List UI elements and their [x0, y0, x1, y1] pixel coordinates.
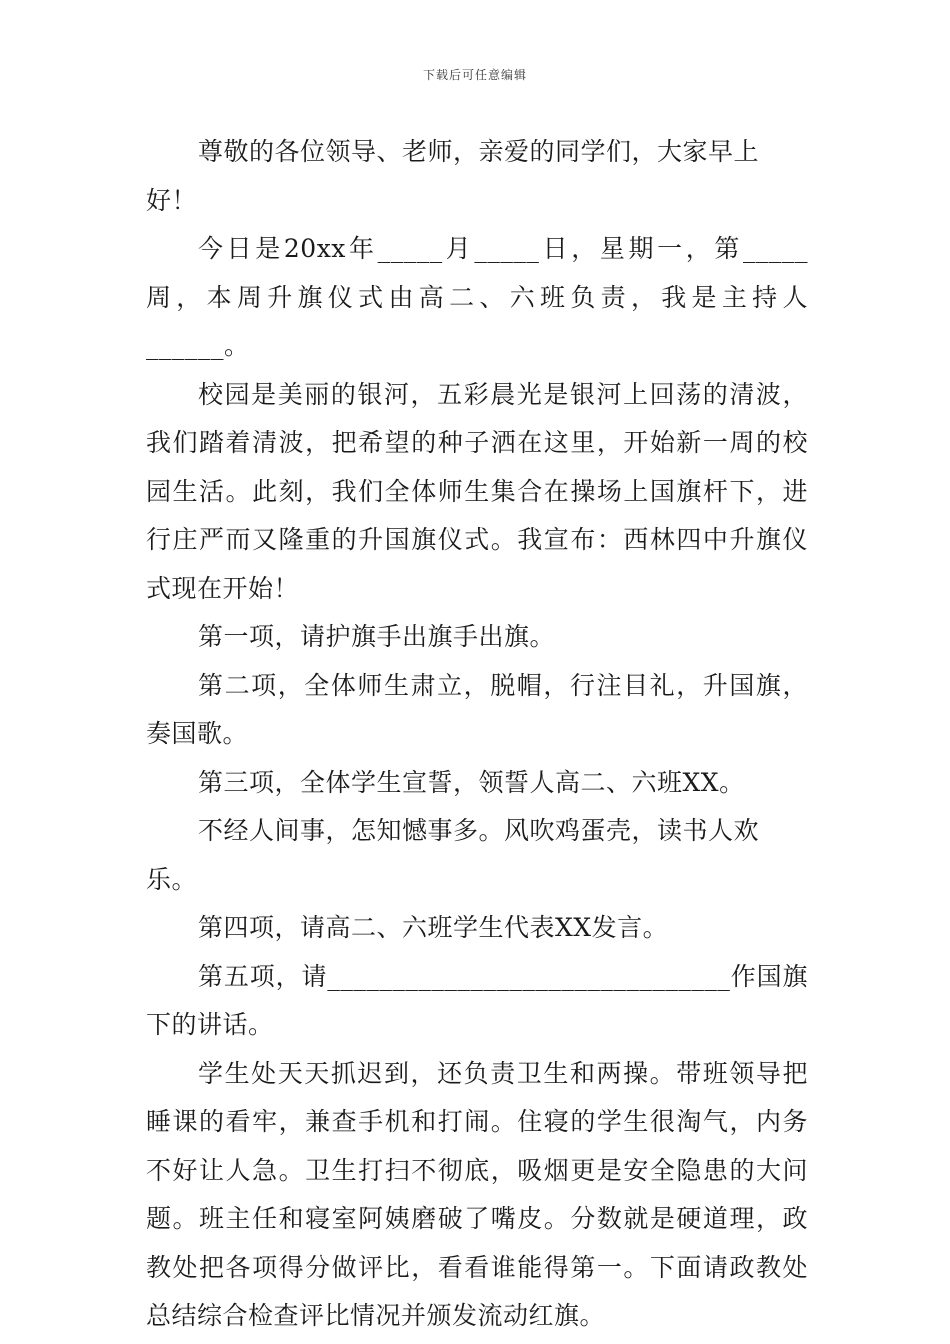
paragraph-greeting: 尊敬的各位领导、老师，亲爱的同学们，大家早上好！ — [146, 137, 760, 215]
paragraph-date-host: 今日是20xx年_____月_____日，星期一，第_____周，本周升旗仪式由高二、六班负责，我是主持人______。 — [146, 234, 808, 360]
page-header-note: 下载后可任意编辑 — [422, 68, 527, 82]
paragraph-item-5: 第五项，请_______________________________作国旗下的讲话。 — [146, 961, 808, 1039]
document-body — [146, 128, 808, 1341]
paragraph-student-office: 学生处天天抓迟到，还负责卫生和两操。带班领导把睡课的看牢，兼查手机和打闹。住寝的学生很淘气，内务不好让人急。卫生打扫不彻底，吸烟更是安全隐患的大问题。班主任和寝室阿姨磨破了嘴皮。分数就是硬道理，政教处把各项得分做评比，看看谁能得第一。下面请政教处总结综合检查评比情况并颁发流动红旗。 — [146, 1058, 808, 1330]
paragraph-verse: 不经人间事，怎知憾事多。风吹鸡蛋壳，读书人欢乐。 — [146, 816, 760, 894]
paragraph-opening: 校园是美丽的银河，五彩晨光是银河上回荡的清波，我们踏着清波，把希望的种子洒在这里，开始新一周的校园生活。此刻，我们全体师生集合在操场上国旗杆下，进行庄严而又隆重的升国旗仪式。我宣布：西林四中升旗仪式现在开始！ — [146, 379, 808, 603]
paragraph-item-2: 第二项，全体师生肃立，脱帽，行注目礼，升国旗，奏国歌。 — [146, 670, 808, 748]
paragraph-item-1: 第一项，请护旗手出旗手出旗。 — [198, 622, 556, 651]
paragraph-item-4: 第四项，请高二、六班学生代表XX发言。 — [198, 913, 669, 942]
paragraph-item-3: 第三项，全体学生宣誓，领誓人高二、六班XX。 — [198, 767, 745, 797]
